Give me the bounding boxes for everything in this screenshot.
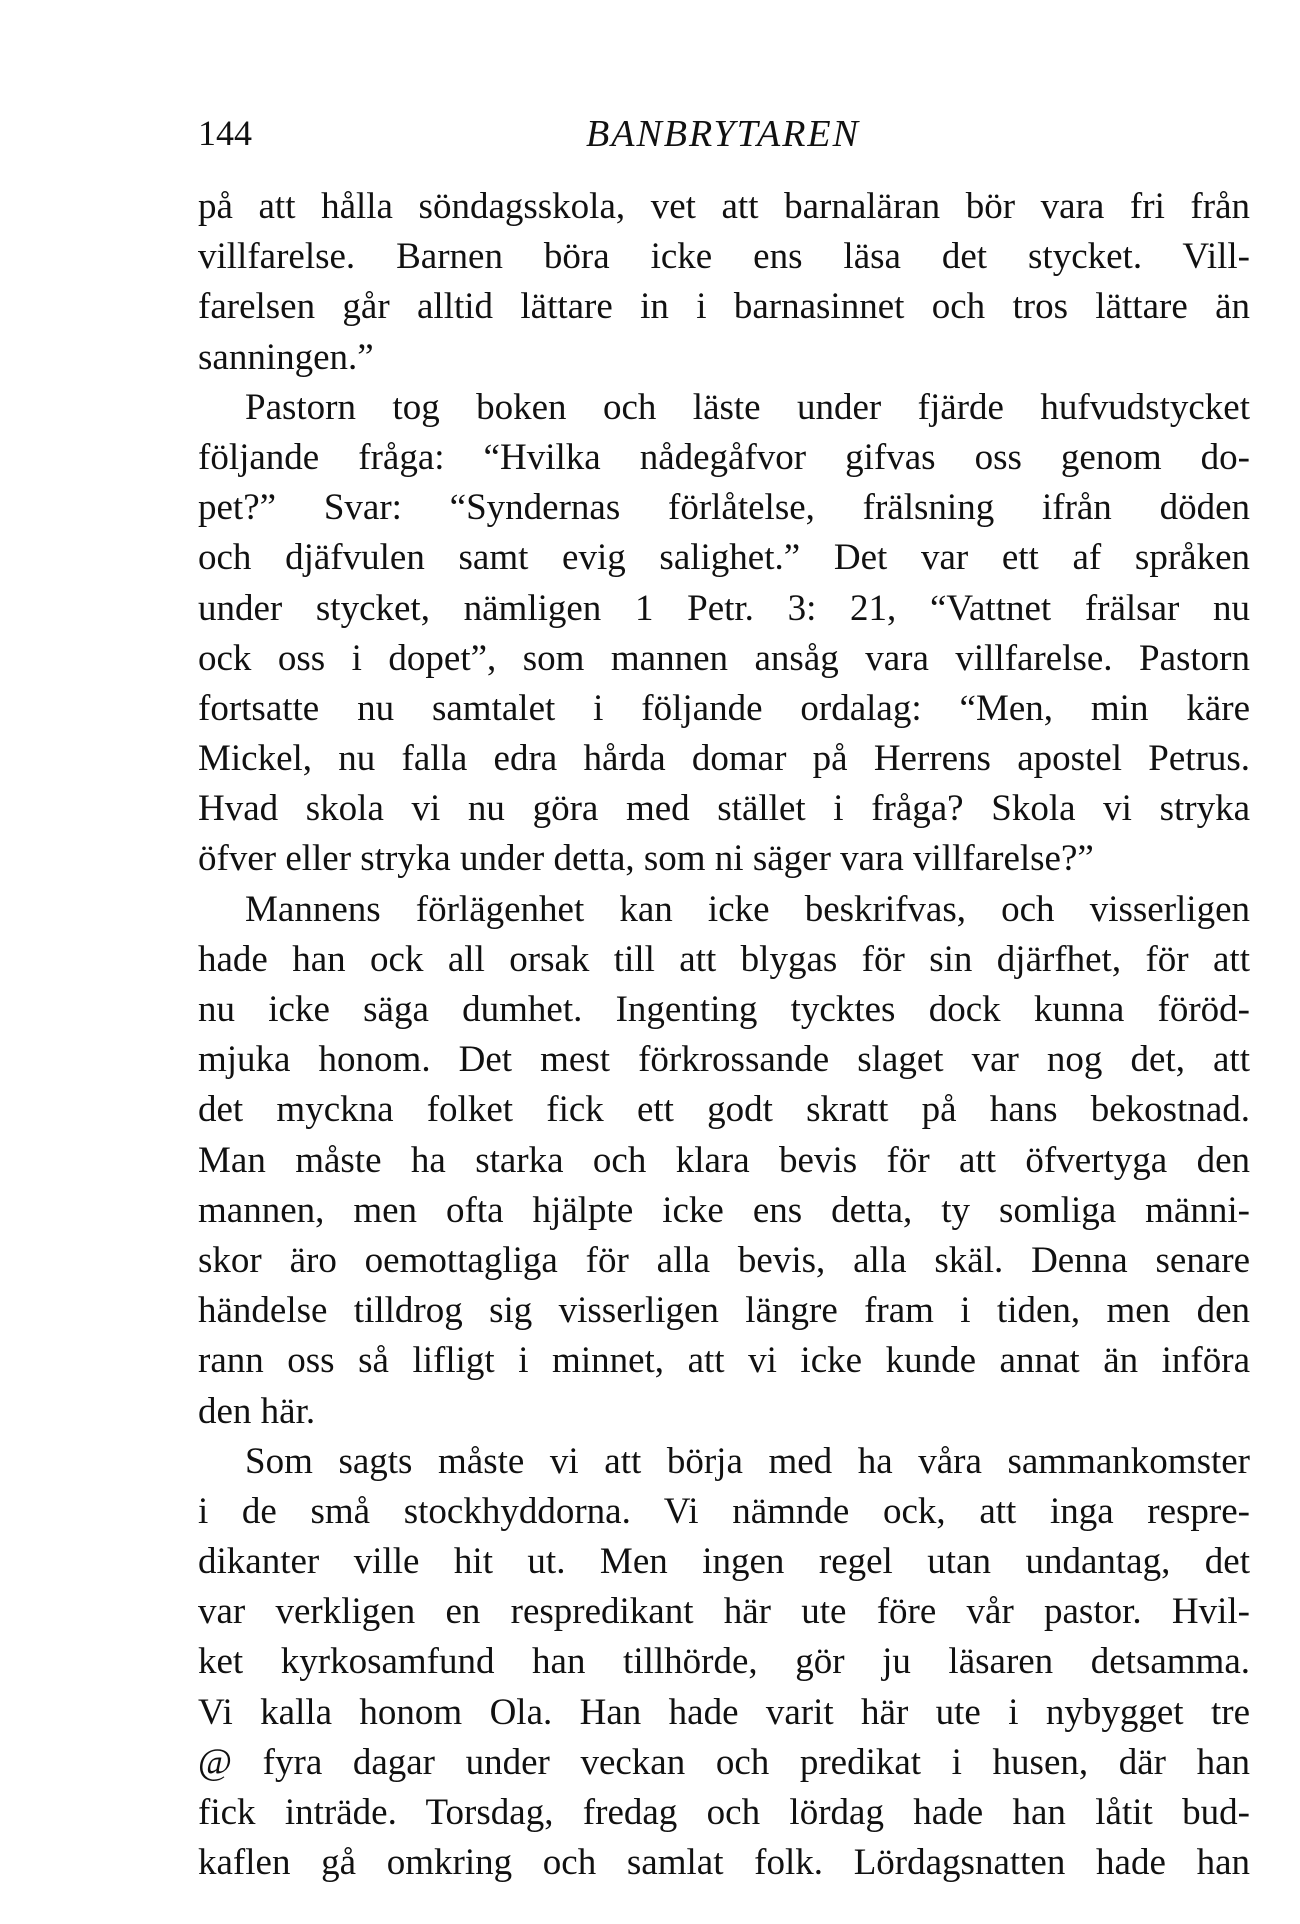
text-line: Pastorn tog boken och läste under fjärde hufvudstycket: [245, 386, 1250, 428]
text-line: kaflen gå omkring och samlat folk. Lördagsnatten hade han: [198, 1842, 1250, 1884]
running-head: [198, 112, 1248, 162]
text-line: rann oss så lifligt i minnet, att vi icke kunde annat än införa: [198, 1340, 1250, 1382]
text-line: farelsen går alltid lättare in i barnasinnet och tros lättare än: [198, 286, 1250, 328]
text-line: följande fråga: “Hvilka nådegåfvor gifvas oss genom do-: [198, 436, 1250, 478]
text-line: mjuka honom. Det mest förkrossande slaget var nog det, att: [198, 1039, 1250, 1081]
text-line: nu icke säga dumhet. Ingenting tycktes dock kunna föröd-: [198, 989, 1250, 1030]
text-line: händelse tilldrog sig visserligen längre fram i tiden, men den: [198, 1290, 1250, 1332]
text-line: Man måste ha starka och klara bevis för att öfvertyga den: [198, 1139, 1250, 1181]
text-line: i de små stockhyddorna. Vi nämnde ock, att inga respre-: [198, 1490, 1250, 1532]
text-line: ock oss i dopet”, som mannen ansåg vara villfarelse. Pastorn: [198, 637, 1250, 679]
text-line: under stycket, nämligen 1 Petr. 3: 21, “Vattnet frälsar nu: [198, 587, 1250, 629]
text-line: hade han ock all orsak till att blygas för sin djärfhet, för att: [198, 938, 1250, 980]
body-text: [198, 182, 1250, 1888]
text-line: mannen, men ofta hjälpte icke ens detta, ty somliga männi-: [198, 1189, 1250, 1231]
text-line: öfver eller stryka under detta, som ni säger vara villfarelse?”: [198, 838, 1094, 880]
text-line: var verkligen en respredikant här ute före vår pastor. Hvil-: [198, 1591, 1250, 1633]
text-line: och djäfvulen samt evig salighet.” Det var ett af språken: [198, 537, 1250, 579]
text-line: på att hålla söndagsskola, vet att barnaläran bör vara fri från: [198, 186, 1250, 227]
text-line: fick inträde. Torsdag, fredag och lördag hade han låtit bud-: [198, 1792, 1250, 1833]
text-line: den här.: [198, 1390, 316, 1432]
text-line: Vi kalla honom Ola. Han hade varit här ute i nybygget tre: [198, 1691, 1250, 1733]
page-number: 144: [198, 113, 252, 153]
text-line: villfarelse. Barnen böra icke ens läsa det stycket. Vill-: [198, 236, 1250, 278]
text-line: fortsatte nu samtalet i följande ordalag: “Men, min käre: [198, 687, 1250, 729]
text-line: sanningen.”: [198, 336, 374, 378]
text-line: pet?” Svar: “Syndernas förlåtelse, frälsning ifrån döden: [198, 487, 1250, 529]
text-line: Mannens förlägenhet kan icke beskrifvas, och visserligen: [245, 888, 1250, 930]
text-line: dikanter ville hit ut. Men ingen regel utan undantag, det: [198, 1541, 1250, 1583]
text-line: Hvad skola vi nu göra med stället i fråga? Skola vi stryka: [198, 788, 1250, 830]
text-line: Mickel, nu falla edra hårda domar på Herrens apostel Petrus.: [198, 738, 1250, 780]
text-line: skor äro oemottagliga för alla bevis, alla skäl. Denna senare: [198, 1239, 1250, 1281]
text-line: @ fyra dagar under veckan och predikat i husen, där han: [198, 1741, 1250, 1783]
text-line: Som sagts måste vi att börja med ha våra sammankomster: [245, 1440, 1250, 1482]
running-title: BANBRYTAREN: [586, 113, 860, 155]
text-line: det myckna folket fick ett godt skratt på hans bekostnad.: [198, 1089, 1250, 1131]
text-line: ket kyrkosamfund han tillhörde, gör ju läsaren detsamma.: [198, 1641, 1250, 1683]
